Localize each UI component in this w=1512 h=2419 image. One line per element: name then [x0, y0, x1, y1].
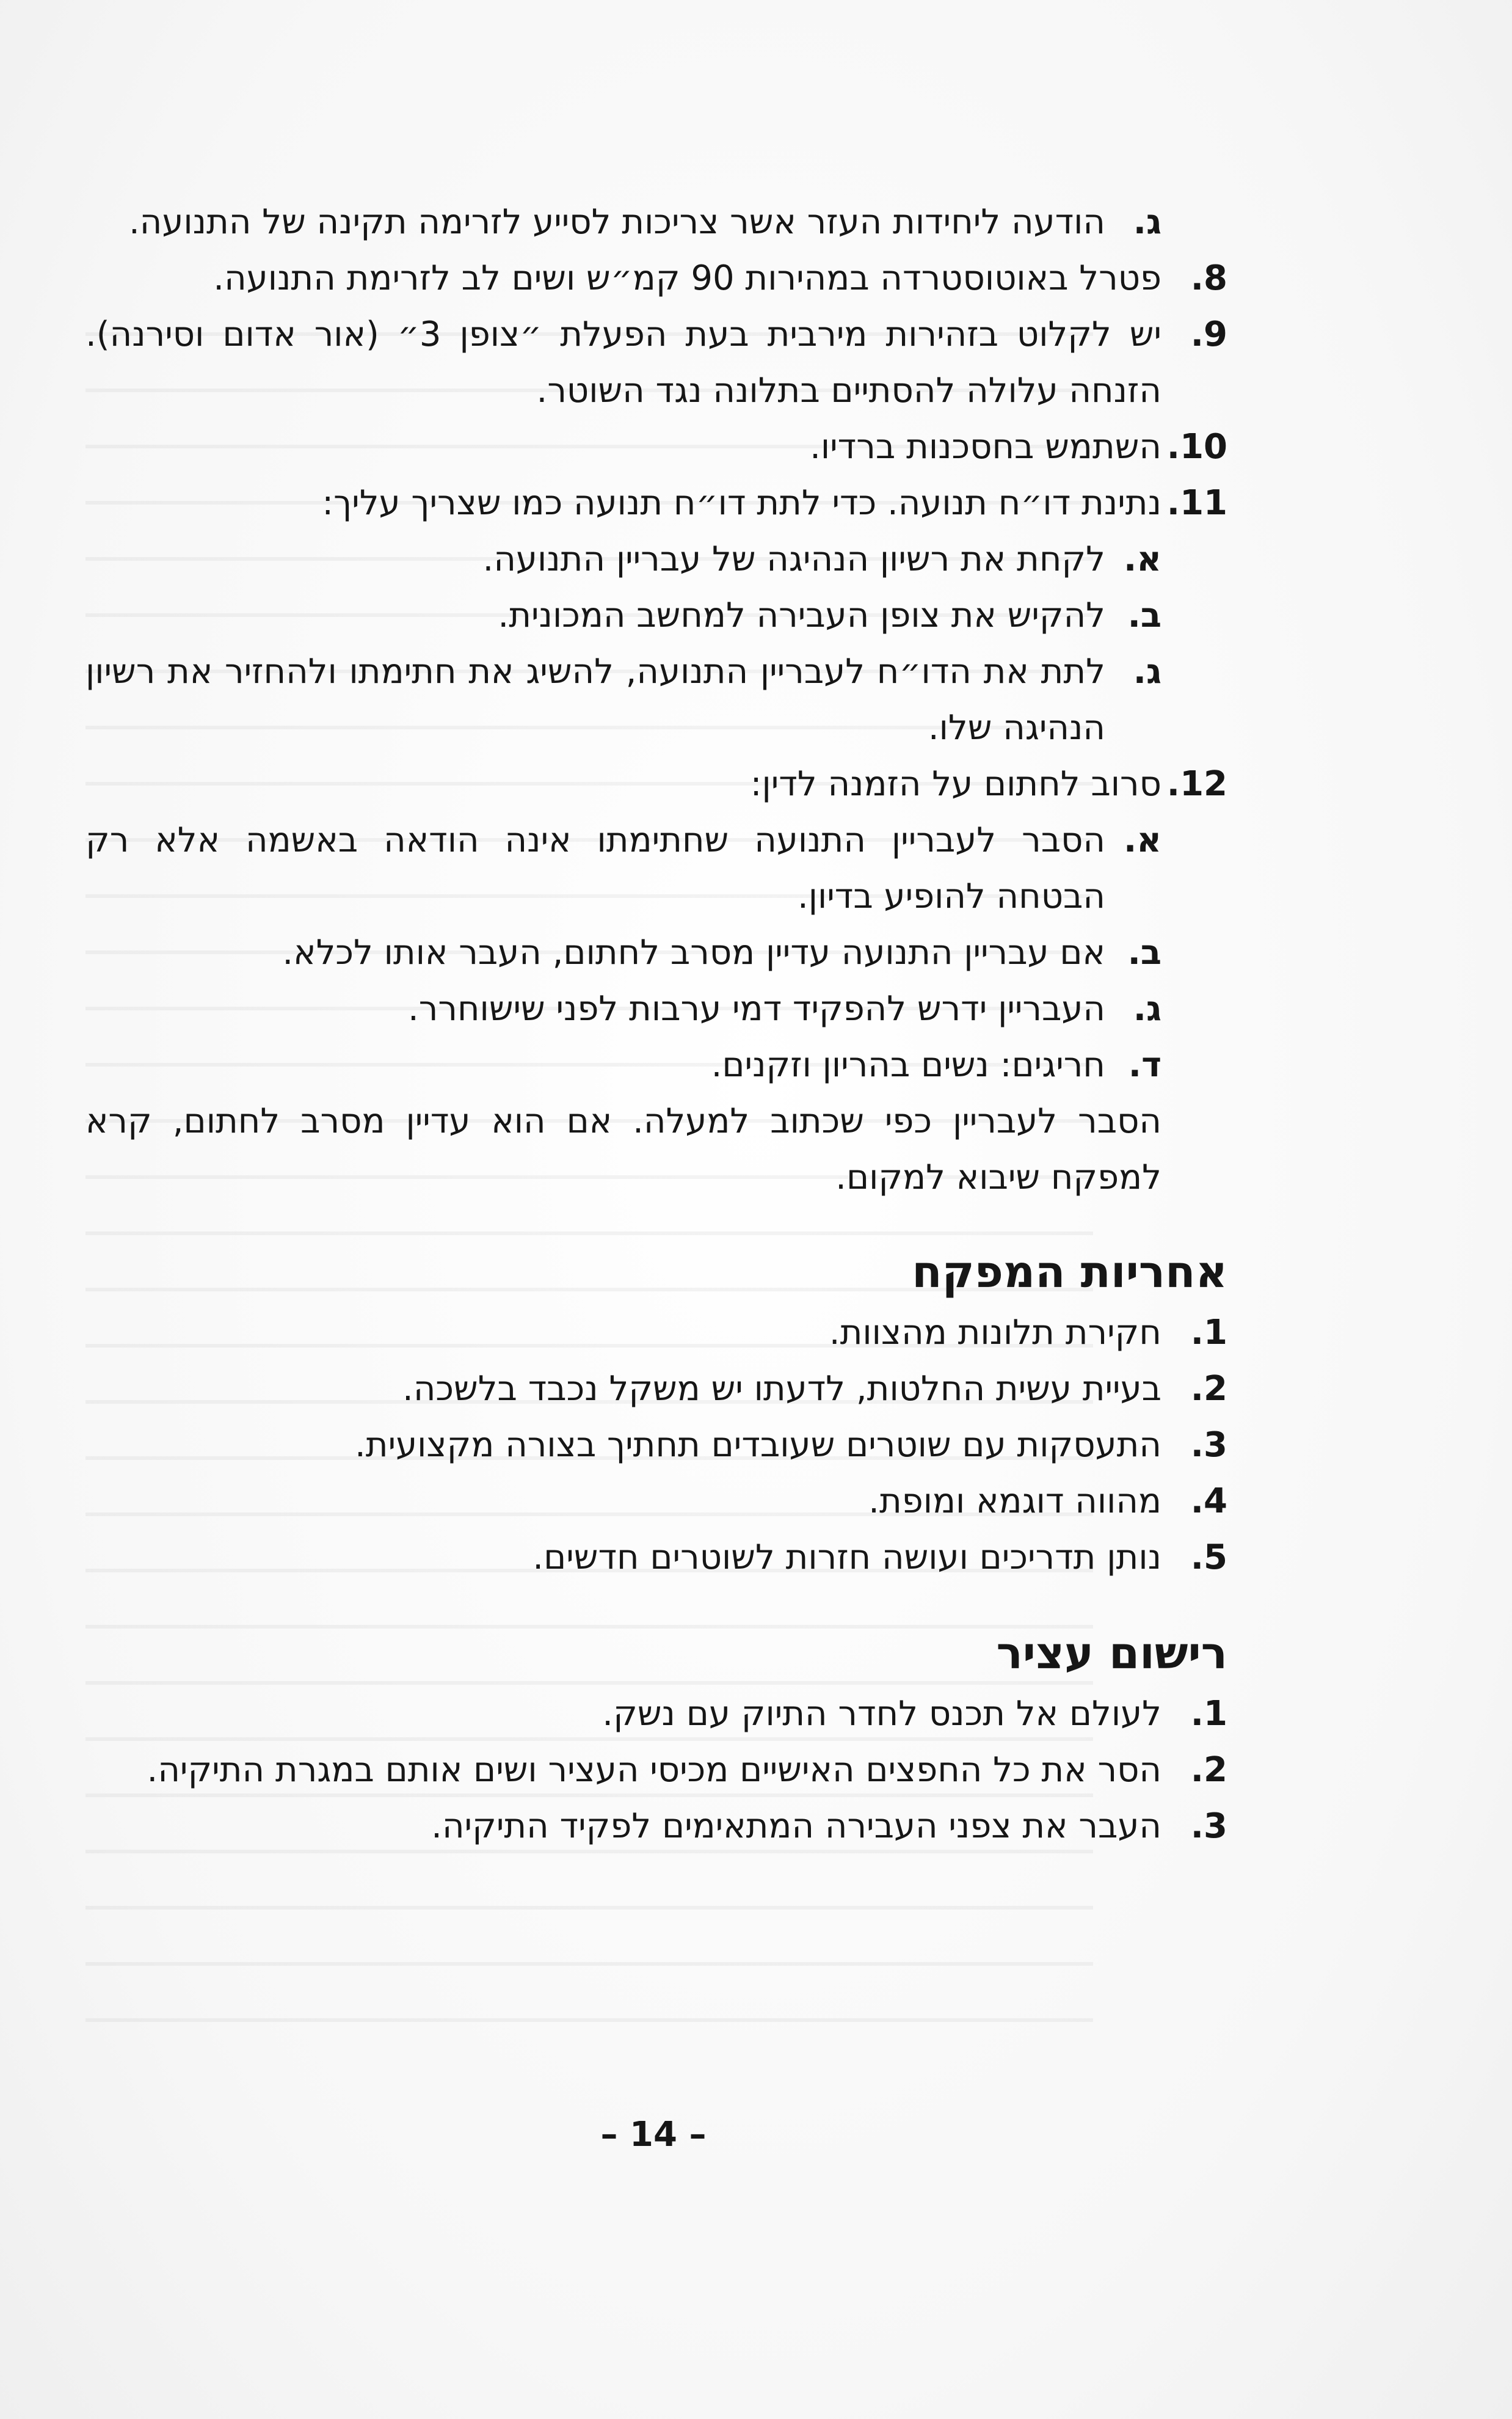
document-content	[85, 194, 1227, 1855]
list-item-text: לתת את הדו״ח לעבריין התנועה, להשיג את חתימתו ולהחזיר את רשיון הנהיגה שלו.	[85, 652, 1105, 748]
list-item-text: סרוב לחתום על הזמנה לדין:	[750, 764, 1161, 804]
list-item	[85, 1361, 1227, 1417]
list-item	[85, 644, 1161, 756]
list-item	[85, 531, 1161, 588]
list-item-number: א.	[1123, 820, 1161, 860]
list-item	[85, 307, 1227, 419]
list-item-text: להקיש את צופן העבירה למחשב המכונית.	[498, 596, 1105, 635]
list-item-text: בעיית עשית החלטות, לדעתו יש משקל נכבד בלשכה.	[402, 1369, 1161, 1409]
list-item	[85, 1473, 1227, 1530]
list-item-text: לקחת את רשיון הנהיגה של עבריין התנועה.	[482, 539, 1105, 579]
list-item-text: הסר את כל החפצים האישיים מכיסי העציר ושים אותם במגרת התיקיה.	[147, 1750, 1161, 1790]
list-item	[85, 475, 1227, 531]
list-item	[85, 1530, 1227, 1586]
list-item-text: אם עבריין התנועה עדיין מסרב לחתום, העבר אותו לכלא.	[282, 933, 1105, 972]
list-item-text: לעולם אל תכנס לחדר התיוק עם נשק.	[602, 1694, 1161, 1734]
list-item-number: 9.	[1190, 315, 1227, 354]
list-item	[85, 1305, 1227, 1361]
list-item-number: 11.	[1166, 483, 1227, 523]
list-item	[85, 588, 1161, 644]
list-item	[85, 812, 1161, 925]
list-item-text: העבריין ידרש להפקיד דמי ערבות לפני שישוחרר.	[407, 989, 1105, 1029]
list-item-number: 2.	[1190, 1369, 1227, 1409]
list-item-text: נתינת דו״ח תנועה. כדי לתת דו״ח תנועה כמו שצריך עליך:	[322, 483, 1161, 523]
list-item	[85, 419, 1227, 475]
exception-note: הסבר לעבריין כפי שכתוב למעלה. אם הוא עדיין מסרב לחתום, קרא למפקח שיבוא למקום.	[85, 1101, 1161, 1197]
list-item-number: ג.	[1133, 652, 1161, 691]
list-item-text: חקירת תלונות מהצוות.	[829, 1313, 1161, 1352]
list-item-text: הסבר לעבריין התנועה שחתימתו אינה הודאה באשמה אלא רק הבטחה להופיע בדיון.	[85, 820, 1105, 916]
list-item-text: פטרל באוטוסטרדה במהירות 90 קמ״ש ושים לב לזרימת התנועה.	[213, 258, 1161, 298]
list-item-text: חריגים: נשים בהריון וזקנים.	[711, 1045, 1105, 1085]
section-heading-supervisor: אחריות המפקח	[912, 1246, 1227, 1297]
list-item-text: יש לקלוט בזהירות מירבית בעת הפעלת ״צופן 3״ (אור אדום וסירנה). הזנחה עלולה להסתיים בתלונה נגד השוטר.	[85, 315, 1161, 410]
list-item	[85, 925, 1161, 981]
list-item-number: 3.	[1190, 1425, 1227, 1465]
list-item	[85, 250, 1227, 307]
list-item-number: 1.	[1190, 1313, 1227, 1352]
list-item-number: 12.	[1166, 764, 1227, 804]
list-item-text: השתמש בחסכנות ברדיו.	[810, 427, 1161, 467]
list-item-text: נותן תדריכים ועושה חזרות לשוטרים חדשים.	[532, 1538, 1161, 1577]
list-item-number: ג.	[1133, 202, 1161, 242]
list-item-number: 1.	[1190, 1694, 1227, 1734]
list-item	[85, 1417, 1227, 1473]
list-item	[85, 756, 1227, 812]
list-item-number: 5.	[1190, 1538, 1227, 1577]
section-heading-detainee: רישום עציר	[996, 1627, 1227, 1679]
list-item-text: התעסקות עם שוטרים שעובדים תחתיך בצורה מקצועית.	[354, 1425, 1161, 1465]
list-item	[85, 1742, 1227, 1798]
list-item-number: 10.	[1166, 427, 1227, 467]
list-item	[85, 1798, 1227, 1855]
list-item	[85, 981, 1161, 1037]
list-item-number: 4.	[1190, 1481, 1227, 1521]
list-item-number: ג.	[1133, 989, 1161, 1029]
list-item-number: ד.	[1128, 1045, 1161, 1085]
list-item-number: 2.	[1190, 1750, 1227, 1790]
list-item-number: 8.	[1190, 258, 1227, 298]
list-item-number: 3.	[1190, 1806, 1227, 1846]
list-item-number: ב.	[1127, 933, 1161, 972]
list-item	[85, 194, 1161, 250]
list-item-text: העבר את צפני העבירה המתאימים לפקיד התיקיה.	[431, 1806, 1161, 1846]
list-item-number: ב.	[1127, 596, 1161, 635]
list-item-number: א.	[1123, 539, 1161, 579]
list-item-text: מהווה דוגמא ומופת.	[868, 1481, 1161, 1521]
list-item-text: הודעה ליחידות העזר אשר צריכות לסייע לזרימה תקינה של התנועה.	[128, 202, 1105, 242]
page-number: – 14 –	[600, 2115, 707, 2154]
list-item	[85, 1037, 1161, 1093]
list-item	[85, 1686, 1227, 1742]
